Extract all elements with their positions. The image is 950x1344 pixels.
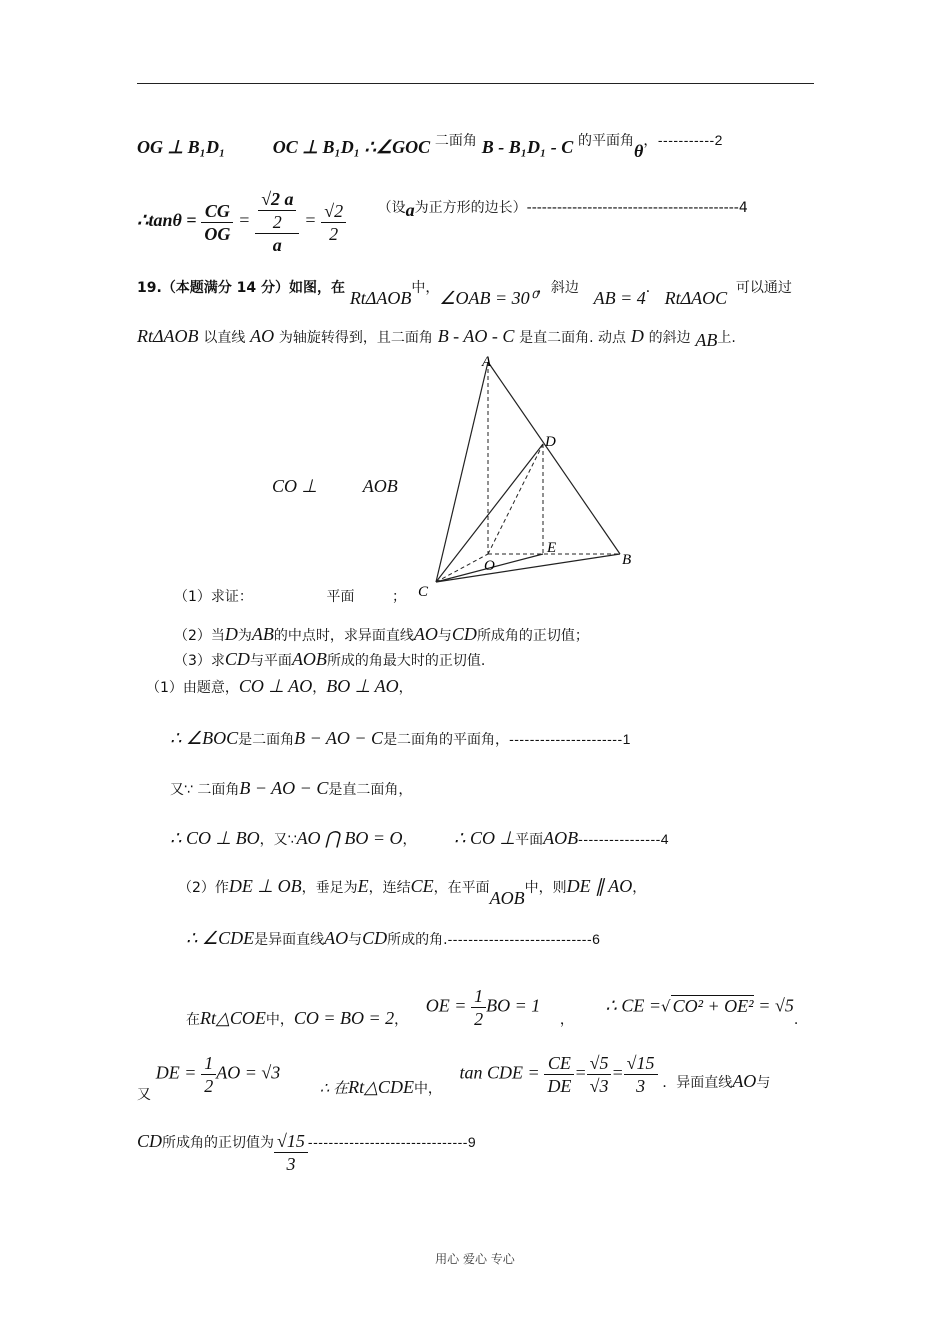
label-d: D — [545, 434, 556, 450]
text-hypotenuse: 的斜边 — [648, 330, 691, 346]
text-plane-angle: 的平面角 — [578, 133, 635, 149]
label-e: E — [547, 540, 557, 556]
s6-angle-cde: ∴ ∠CDE — [186, 928, 255, 948]
s8-sqrt15-over-3 — [624, 1052, 658, 1097]
rt-aob-2: RtΔAOB — [137, 326, 199, 346]
s1-end: ， — [398, 680, 413, 696]
sol18-line2: ∴tanθ = $\frac{CG}{OG}$ = $\frac{\frac{√2 a}{2}}{a}$ = $\frac{√2}{2}$ （设a为正方形的边长）------------------------------------------4 — [137, 189, 748, 255]
s5-e: E — [357, 876, 369, 896]
solution-line6 — [186, 928, 600, 950]
s4-comma: ， — [402, 832, 417, 848]
s7-oe: OE = — [425, 995, 467, 1016]
score-9: -------------------------------9 — [307, 1134, 477, 1150]
score-2: ，-----------2 — [643, 132, 723, 148]
s8-ce: CE — [544, 1052, 574, 1075]
q2-ab: AB — [251, 624, 274, 644]
s7-bo-1: BO = 1 — [486, 995, 541, 1016]
page-footer: 用心 爱心 专心 — [435, 1252, 515, 1266]
formula-b-b1d1-c: B - B₁D₁ - C — [481, 137, 574, 157]
s9-cd: CD — [137, 1131, 163, 1151]
q2-end: 所成角的正切值； — [476, 628, 589, 644]
q3-plane: 与平面 — [249, 653, 292, 669]
den-2: 2 — [329, 223, 339, 244]
s3-text2: 是直二面角， — [328, 782, 413, 798]
inner-den: 2 — [272, 212, 282, 232]
solution-line8 — [137, 1052, 771, 1103]
q2-yu: 与 — [437, 628, 452, 644]
s7-half — [471, 985, 486, 1030]
inner-num: √2 a — [258, 188, 296, 211]
num-sqrt2: √2 — [321, 200, 346, 223]
complex-numerator — [255, 188, 299, 234]
s8-half — [201, 1052, 216, 1097]
s5-text2: ，垂足为 — [301, 880, 358, 896]
s5-end: ， — [632, 880, 647, 896]
question-1 — [174, 586, 406, 607]
label-b: B — [622, 552, 632, 568]
solution-line7: 在Rt△COE中，CO = BO = 2， OE = $\frac{1}{2}$ BO = 1 ， ∴ CE =√ CO² + OE² = √5. — [186, 986, 799, 1029]
s8-sqrt5-over-sqrt3 — [587, 1052, 612, 1097]
s8-ao-sqrt3: AO = √3 — [216, 1062, 281, 1083]
s8-text3: ．异面直线 — [662, 1074, 733, 1091]
label-c: C — [418, 584, 429, 600]
s4-intersection: AO ⋂ BO = O — [296, 828, 403, 848]
s6-cd: CD — [362, 928, 388, 948]
s8-eq1: = — [574, 1062, 587, 1083]
formula-oc-perp: OC ⊥ B₁D₁ ∴∠GOC — [272, 137, 431, 157]
s8-eq2: = — [611, 1062, 624, 1083]
note-open: （设 — [377, 200, 406, 216]
angle-oab: ∠OAB = 30⁰ — [439, 288, 537, 308]
kexi-text: 可以通过 — [735, 280, 792, 296]
problem19-line1 — [137, 276, 792, 308]
s4-co-perp-bo: ∴ CO ⊥ BO — [170, 828, 260, 848]
s6-ao: AO — [324, 928, 349, 948]
formula-og-perp: OG ⊥ B₁D₁ — [137, 137, 226, 157]
score-4: ----------------4 — [578, 831, 670, 847]
q2-wei: 为 — [237, 628, 252, 644]
s1-label: （1）由题意， — [146, 680, 239, 696]
s7-end: . — [793, 1011, 799, 1028]
s4-co-perp: ∴ CO ⊥ — [454, 828, 516, 848]
q1-semicolon: ； — [392, 589, 407, 605]
zhong-text: 中， — [411, 280, 440, 296]
s8-half-num: 1 — [201, 1052, 216, 1075]
side-co-perp: CO ⊥ — [272, 476, 318, 496]
numerator-cg: CG — [201, 200, 233, 223]
s5-text5: 中，则 — [524, 880, 567, 896]
label-a: A — [482, 354, 492, 370]
s8-three: 3 — [636, 1076, 646, 1096]
period-dot: ． — [645, 280, 660, 296]
tan-prefix: ∴tanθ = — [137, 210, 197, 230]
q1-label: （1）求证： — [174, 589, 253, 605]
inner-fraction — [258, 188, 296, 233]
q2-ao: AO — [413, 624, 438, 644]
math-d: D — [630, 326, 644, 346]
s1-co-perp-ao: CO ⊥ AO — [238, 676, 313, 696]
s3-b-ao-c: B − AO − C — [239, 778, 329, 798]
theta-symbol: θ — [634, 141, 644, 161]
fraction-cg-og — [201, 200, 233, 245]
s3-text1: 又∵ 二面角 — [170, 782, 240, 798]
s8-sqrt15: √15 — [624, 1052, 658, 1075]
s7-zhong: 中， — [265, 1011, 294, 1028]
s8-ao2: AO — [732, 1070, 757, 1091]
math-b-ao-c: B - AO - C — [437, 326, 515, 346]
s7-half-den: 2 — [474, 1009, 484, 1029]
q2-label: （2）当 — [174, 628, 225, 644]
s5-text3: ，连结 — [368, 880, 411, 896]
q3-end: 所成的角最大时的正切值. — [326, 653, 486, 669]
xiebian-text: ，斜边 — [536, 280, 579, 296]
fraction-complex — [255, 188, 299, 256]
s4-plane: 平面 — [515, 832, 544, 848]
question-2 — [174, 624, 589, 646]
s4-text1: ，又∵ — [259, 832, 297, 848]
s7-radicand: CO² + OE² — [672, 995, 754, 1016]
edge-od — [488, 444, 543, 554]
s8-half-den: 2 — [204, 1076, 214, 1096]
s7-half-num: 1 — [471, 985, 486, 1008]
question-3 — [174, 649, 485, 671]
solution-line3 — [170, 778, 412, 800]
text-straight-dihedral: 是直二面角. 动点 — [519, 330, 627, 346]
text-yi-zhixian: 以直线 — [203, 330, 246, 346]
s8-rt-cde: Rt△CDE — [348, 1076, 414, 1097]
solution-line1 — [146, 676, 413, 698]
s8-de: DE = — [155, 1062, 197, 1083]
s2-b-ao-c: B − AO − C — [294, 728, 384, 748]
s8-sqrt5: √5 — [587, 1052, 612, 1075]
side-aob: AOB — [362, 476, 398, 496]
rt-aoc: RtΔAOC — [664, 288, 728, 308]
math-ao: AO — [250, 326, 275, 346]
q3-label: （3）求 — [174, 653, 225, 669]
solution-line4 — [170, 828, 669, 850]
sol18-line1 — [137, 132, 723, 161]
s2-angle-boc: ∴ ∠BOC — [170, 728, 239, 748]
math-ab: AB — [695, 330, 718, 350]
solution-line2 — [170, 728, 631, 750]
problem19-line2 — [137, 326, 736, 348]
solution-line5 — [178, 876, 647, 908]
s5-de-parallel-ao: DE ∥ AO — [566, 876, 633, 896]
s7-result: = √5 — [758, 995, 794, 1016]
s1-comma: ， — [312, 680, 327, 696]
solution-line9 — [137, 1130, 476, 1175]
s1-bo-perp-ao: BO ⊥ AO — [326, 676, 399, 696]
s6-text1: 是异面直线 — [254, 932, 325, 948]
s5-text4: ，在平面 — [433, 880, 490, 896]
q2-cd: CD — [451, 624, 477, 644]
edge-ab — [488, 362, 620, 554]
s9-sqrt15: √15 — [274, 1130, 308, 1153]
label-o: O — [484, 558, 495, 574]
s6-yu: 与 — [348, 932, 363, 948]
s8-ce-over-de — [544, 1052, 574, 1097]
score-1: ----------------------1 — [509, 731, 631, 747]
s7-comma: ， — [394, 1011, 409, 1028]
score-6: ----------------------------6 — [447, 931, 601, 947]
s2-text1: 是二面角 — [238, 732, 295, 748]
s8-de2: DE — [547, 1076, 572, 1096]
q2-d: D — [224, 624, 238, 644]
s7-rt-coe: Rt△COE — [200, 1007, 266, 1028]
s7-zai: 在 — [186, 1011, 200, 1028]
s7-comma2: ， — [559, 1011, 574, 1028]
s8-in: ∴ 在 — [319, 1080, 349, 1097]
s4-aob: AOB — [543, 828, 579, 848]
s8-you: 又 — [137, 1086, 151, 1103]
s5-text1: （2）作 — [178, 880, 229, 896]
s7-ce: ∴ CE = — [605, 995, 661, 1016]
note-a: a — [405, 200, 415, 220]
s5-aob: AOB — [489, 888, 525, 908]
q3-aob: AOB — [291, 649, 327, 669]
q1-plane: 平面 — [326, 589, 355, 605]
s8-tan-cde: tan CDE = — [459, 1062, 540, 1083]
side-text — [272, 476, 398, 497]
note-rest: 为正方形的边长）------------------------------------------4 — [414, 200, 748, 216]
s8-yu: 与 — [756, 1074, 771, 1091]
text-on: 上. — [717, 330, 736, 346]
s9-text: 所成角的正切值为 — [162, 1135, 275, 1151]
s5-ce: CE — [410, 876, 434, 896]
denominator-og: OG — [204, 223, 231, 244]
text-dihedral: 二面角 — [434, 133, 477, 149]
problem19-head: 19.（本题满分 14 分）如图，在 — [137, 280, 346, 296]
ab-equals-4: AB = 4 — [593, 288, 646, 308]
s7-co-bo-2: CO = BO = 2 — [293, 1007, 395, 1028]
rt-aob: RtΔAOB — [349, 288, 412, 308]
q2-text: 的中点时，求异面直线 — [273, 628, 414, 644]
s8-zhong: 中， — [413, 1080, 442, 1097]
text-rotate: 为轴旋转得到，且二面角 — [278, 330, 433, 346]
s2-text2: 是二面角的平面角， — [383, 732, 510, 748]
s9-three: 3 — [286, 1154, 296, 1174]
complex-denominator: a — [272, 235, 282, 255]
fraction-sqrt2-2 — [321, 200, 346, 245]
q3-cd: CD — [224, 649, 250, 669]
s5-de-perp-ob: DE ⊥ OB — [228, 876, 302, 896]
s6-text3: 所成的角. — [387, 932, 448, 948]
s8-sqrt3: √3 — [589, 1076, 609, 1096]
geometry-figure — [410, 350, 650, 600]
header-rule — [137, 83, 814, 84]
s9-sqrt15-over-3 — [274, 1130, 308, 1175]
